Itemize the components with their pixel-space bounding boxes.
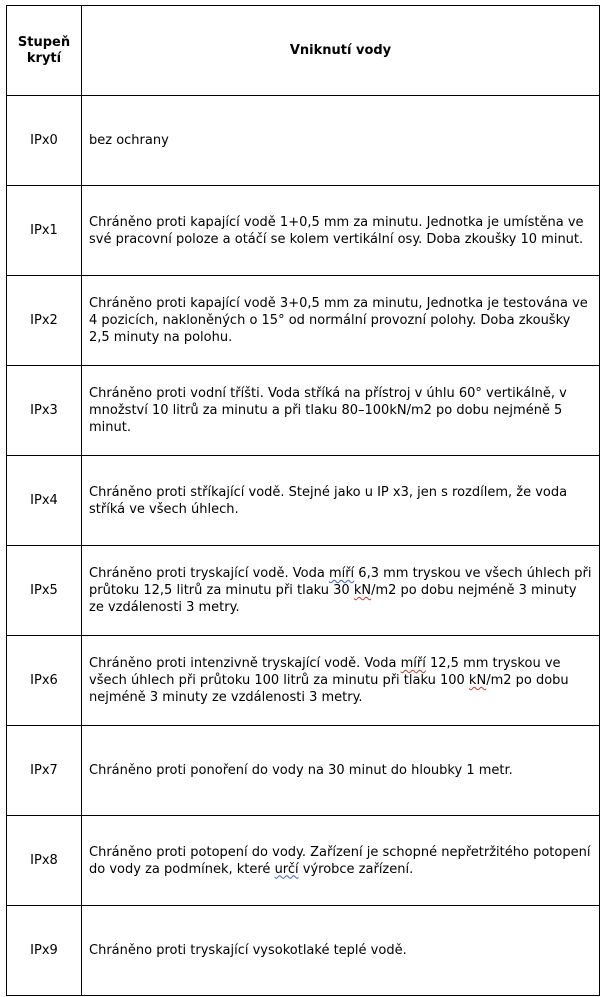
table-row [7, 96, 600, 186]
header-protection-degree [7, 6, 82, 96]
desc-part: /m2 po dobu nejméně 3 minuty ze vzdálenosti 3 metry. [89, 673, 569, 705]
desc-part: 12,5 mm tryskou ve všech úhlech při průtoku 100 litrů za minutu při tlaku 100 [89, 656, 561, 688]
row-code: IPx1 [7, 186, 82, 276]
row-description: Chráněno proti kapající vodě 3+0,5 mm za minutu, Jednotka je testována ve 4 pozicích, nakloněných o 15° od normální provozní polohy. Doba zkoušky 2,5 minuty na polohu. [82, 276, 600, 366]
spellcheck-word: určí [274, 861, 299, 877]
table-row [7, 546, 600, 636]
table-row [7, 906, 600, 996]
row-description: Chráněno proti tryskající vysokotlaké teplé vodě. [82, 906, 600, 996]
desc-part: výrobce zařízení. [298, 861, 414, 877]
row-code: IPx0 [7, 96, 82, 186]
row-code: IPx5 [7, 546, 82, 636]
spellcheck-word: kN [468, 673, 487, 688]
table-row [7, 276, 600, 366]
row-description [82, 636, 600, 726]
table-row [7, 186, 600, 276]
spellcheck-word: míří [328, 566, 355, 581]
desc-part: Chráněno proti intenzivně tryskající vodě. Voda [89, 656, 401, 671]
table-row [7, 456, 600, 546]
row-description [82, 816, 600, 906]
ip-rating-table [6, 5, 600, 996]
desc-part: Chráněno proti tryskající vodě. Voda [89, 566, 329, 581]
header-water-ingress: Vniknutí vody [82, 6, 600, 96]
row-description: Chráněno proti stříkající vodě. Stejné jako u IP x3, jen s rozdílem, že voda stříká ve všech úhlech. [82, 456, 600, 546]
table-row [7, 636, 600, 726]
ip-rating-table-wrapper [6, 5, 600, 996]
desc-part: /m2 po dobu nejméně 3 minuty ze vzdálenosti 3 metry. [89, 583, 577, 615]
spellcheck-word: kN [353, 583, 372, 598]
header-col1-line1: Stupeň [17, 34, 71, 50]
row-description [82, 546, 600, 636]
row-description: Chráněno proti ponoření do vody na 30 minut do hloubky 1 metr. [82, 726, 600, 816]
row-code: IPx8 [7, 816, 82, 906]
spellcheck-word: míří [400, 656, 426, 671]
header-col1-line2: krytí [26, 50, 62, 66]
table-row [7, 726, 600, 816]
row-code: IPx9 [7, 906, 82, 996]
row-code: IPx6 [7, 636, 82, 726]
row-code: IPx7 [7, 726, 82, 816]
table-row [7, 366, 600, 456]
row-description: bez ochrany [82, 96, 600, 186]
row-description: Chráněno proti vodní tříšti. Voda stříká na přístroj v úhlu 60° vertikálně, v množství 10 litrů za minutu a při tlaku 80–100kN/m2 po dobu nejméně 5 minut. [82, 366, 600, 456]
row-code: IPx4 [7, 456, 82, 546]
desc-part: Chráněno proti potopení do vody. Zařízení je schopné nepřetržitého potopení do vody za podmínek, které [89, 844, 591, 877]
table-header-row [7, 6, 600, 96]
desc-part: 6,3 mm tryskou ve všech úhlech při průtoku 12,5 litrů za minutu při tlaku 30 [89, 566, 592, 598]
row-code: IPx3 [7, 366, 82, 456]
row-description: Chráněno proti kapající vodě 1+0,5 mm za minutu. Jednotka je umístěna ve své pracovní poloze a otáčí se kolem vertikální osy. Doba zkoušky 10 minut. [82, 186, 600, 276]
row-code: IPx2 [7, 276, 82, 366]
table-row [7, 816, 600, 906]
